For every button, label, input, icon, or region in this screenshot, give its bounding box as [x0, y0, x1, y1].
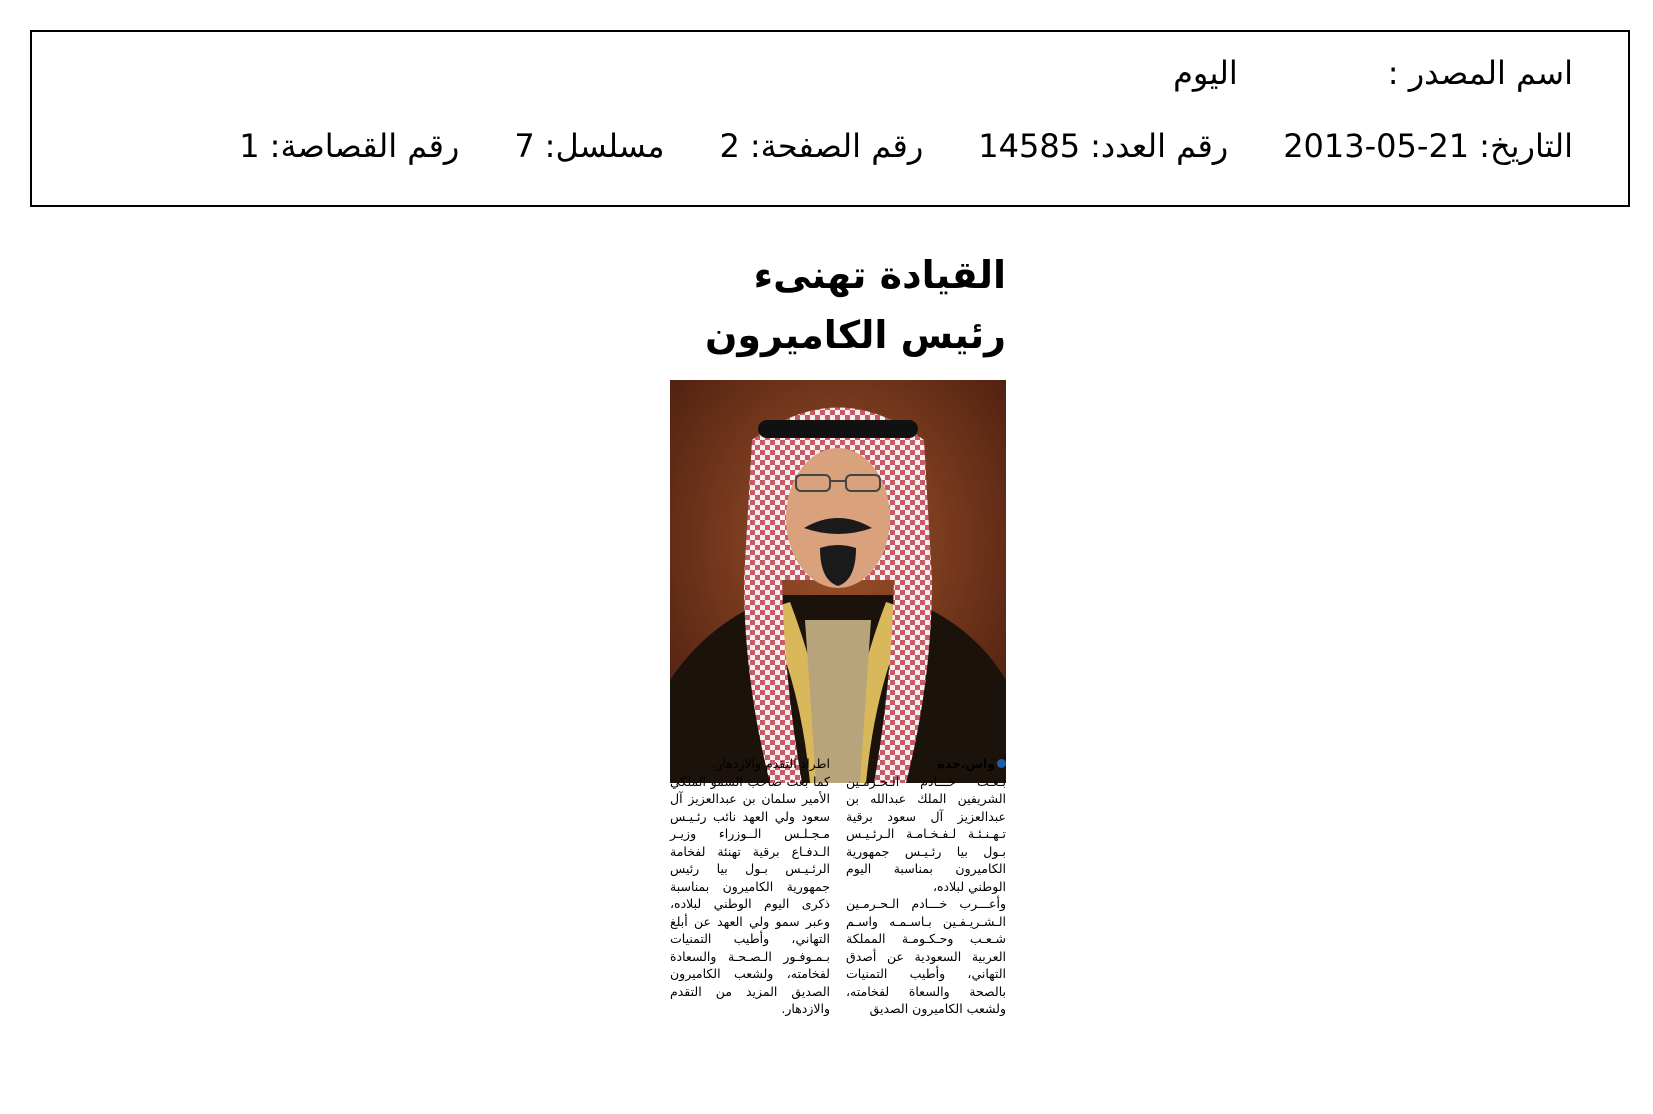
- dateline-text: واس.جدة: [937, 756, 995, 771]
- source-metadata-box: [30, 30, 1630, 207]
- article-paragraph: وأعـــرب خـــادم الـحـرمـين الـشـريـفـين بـاسـمـه واسـم شـعـب وحـكـومـة المملكة العربية السعودية عن أصدق التهاني، وأطيب التمنيات بالصحة والسعاة لفخامته، ولشعب الكاميرون الصديق: [846, 896, 1006, 1016]
- article-paragraph: كما بعث صاحب السمو الملكي الأمير سلمان بن عبدالعزيز آل سعود ولي العهد نائب رئـيـس مـجـلـس الــوزراء وزيـر الـدفـاع برقية تهنئة لفخامة الرئـيـس بـول بيا رئيس جمهورية الكاميرون بمناسبة ذكرى اليوم الوطني لبلاده، وعبر سمو ولي العهد عن أبلغ التهاني، وأطيب التمنيات بـمـوفـور الـصـحـة والسعادة لفخامته، ولشعب الكاميرون الصديق المزيد من التقدم والازدهار.: [670, 773, 830, 1016]
- headline-line-1: القيادة تهنىء: [753, 253, 1006, 297]
- article-column-1: [846, 755, 1006, 1018]
- page-number-value: 2: [719, 127, 740, 165]
- article-body: [670, 755, 1006, 1018]
- article-paragraph: اطراد التقدم والازدهار.: [712, 756, 830, 771]
- news-clipping: [664, 245, 1006, 1016]
- source-value: اليوم: [1173, 54, 1238, 92]
- date-value: 2013-05-21: [1283, 127, 1470, 165]
- article-column-2: [670, 755, 830, 1018]
- clipping-number-field: [239, 127, 459, 165]
- clipping-number-value: 1: [239, 127, 260, 165]
- source-row: [1173, 54, 1573, 92]
- portrait-photo: [670, 380, 1006, 783]
- serial-value: 7: [514, 127, 535, 165]
- bullet-icon: [997, 759, 1006, 768]
- article-paragraph: بـعـث خـــادم الـحـرمـين الشريفين الملك عبدالله بن عبدالعزيز آل سعود برقية تـهـنـئـة لـفـخـامـة الـرئـيـس بـول بيا رئـيـس جمهورية الكاميرون بمناسبة اليوم الوطني لبلاده،: [846, 773, 1006, 894]
- headline: [664, 245, 1006, 365]
- date-field: [1283, 127, 1573, 165]
- page-number-field: [720, 127, 924, 165]
- serial-field: [514, 127, 664, 165]
- clipping-number-label: رقم القصاصة:: [269, 127, 460, 165]
- issue-number-label: رقم العدد:: [1090, 127, 1229, 165]
- page-number-label: رقم الصفحة:: [749, 127, 924, 165]
- dateline: [846, 755, 1006, 773]
- source-label: اسم المصدر :: [1387, 54, 1573, 92]
- serial-label: مسلسل:: [544, 127, 665, 165]
- issue-number-value: 14585: [978, 127, 1081, 165]
- issue-number-field: [978, 127, 1228, 165]
- headline-line-2: رئيس الكاميرون: [705, 313, 1006, 357]
- issue-details-row: [239, 127, 1573, 165]
- date-label: التاريخ:: [1479, 127, 1573, 165]
